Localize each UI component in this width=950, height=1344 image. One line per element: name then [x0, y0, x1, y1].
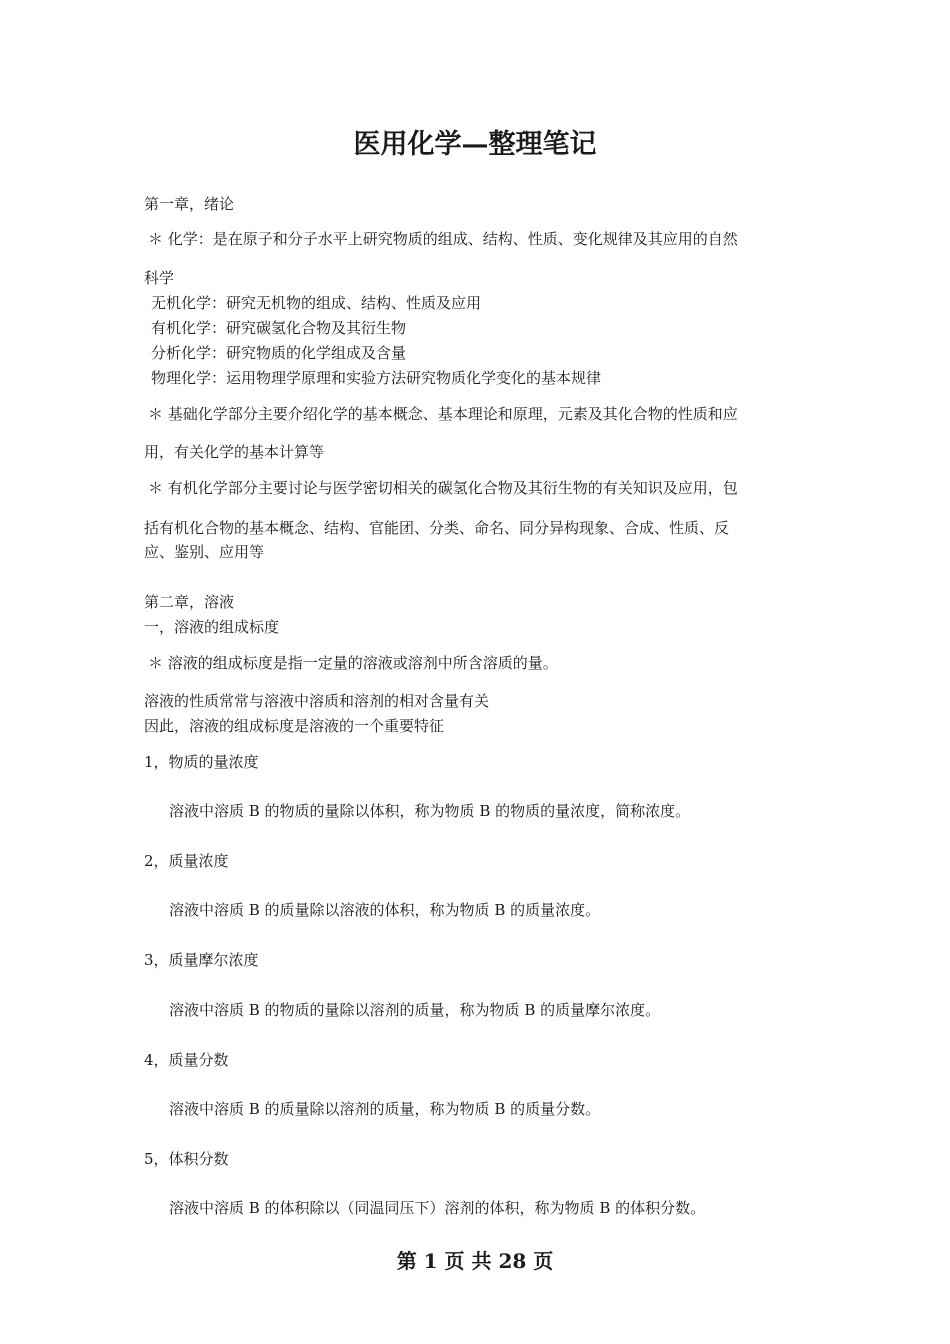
- subsection-heading: 4，质量分数: [144, 1051, 229, 1069]
- paragraph-line: 应、鉴别、应用等: [144, 543, 265, 561]
- section-heading: 一，溶液的组成标度: [144, 618, 280, 636]
- definition-text: 溶液中溶质 B 的物质的量除以体积，称为物质 B 的物质的量浓度，简称浓度。: [169, 802, 691, 820]
- subsection-heading: 5，体积分数: [144, 1150, 229, 1168]
- subsection-heading: 3，质量摩尔浓度: [144, 951, 259, 969]
- definition-text: 溶液中溶质 B 的体积除以（同温同压下）溶剂的体积，称为物质 B 的体积分数。: [169, 1199, 706, 1217]
- subsection-heading: 1，物质的量浓度: [144, 753, 259, 771]
- paragraph-line: ＊ 溶液的组成标度是指一定量的溶液或溶剂中所含溶质的量。: [148, 654, 558, 672]
- list-item: 分析化学：研究物质的化学组成及含量: [151, 344, 407, 362]
- list-item: 有机化学：研究碳氢化合物及其衍生物: [151, 319, 407, 337]
- paragraph-line: 溶液的性质常常与溶液中溶质和溶剂的相对含量有关: [144, 692, 490, 710]
- paragraph-line: 用，有关化学的基本计算等: [144, 443, 325, 461]
- paragraph-line: ＊ 有机化学部分主要讨论与医学密切相关的碳氢化合物及其衍生物的有关知识及应用，包: [148, 479, 738, 497]
- list-item: 物理化学：运用物理学原理和实验方法研究物质化学变化的基本规律: [151, 369, 602, 387]
- paragraph-line: ＊ 基础化学部分主要介绍化学的基本概念、基本理论和原理，元素及其化合物的性质和应: [148, 405, 738, 423]
- paragraph-line: 科学: [144, 269, 175, 287]
- page-title: 医用化学—整理笔记: [353, 129, 597, 160]
- definition-text: 溶液中溶质 B 的质量除以溶液的体积，称为物质 B 的质量浓度。: [169, 901, 601, 919]
- chapter-2-heading: 第二章，溶液: [144, 593, 235, 611]
- definition-text: 溶液中溶质 B 的质量除以溶剂的质量，称为物质 B 的质量分数。: [169, 1100, 601, 1118]
- list-item: 无机化学：研究无机物的组成、结构、性质及应用: [151, 294, 482, 312]
- subsection-heading: 2，质量浓度: [144, 852, 229, 870]
- page-number: 第 1 页 共 28 页: [396, 1249, 554, 1273]
- paragraph-line: 因此，溶液的组成标度是溶液的一个重要特征: [144, 717, 445, 735]
- chapter-1-heading: 第一章，绪论: [144, 195, 235, 213]
- definition-text: 溶液中溶质 B 的物质的量除以溶剂的质量，称为物质 B 的质量摩尔浓度。: [169, 1001, 661, 1019]
- paragraph-line: 括有机化合物的基本概念、结构、官能团、分类、命名、同分异构现象、合成、性质、反: [144, 519, 730, 537]
- paragraph-line: ＊ 化学：是在原子和分子水平上研究物质的组成、结构、性质、变化规律及其应用的自然: [148, 230, 738, 248]
